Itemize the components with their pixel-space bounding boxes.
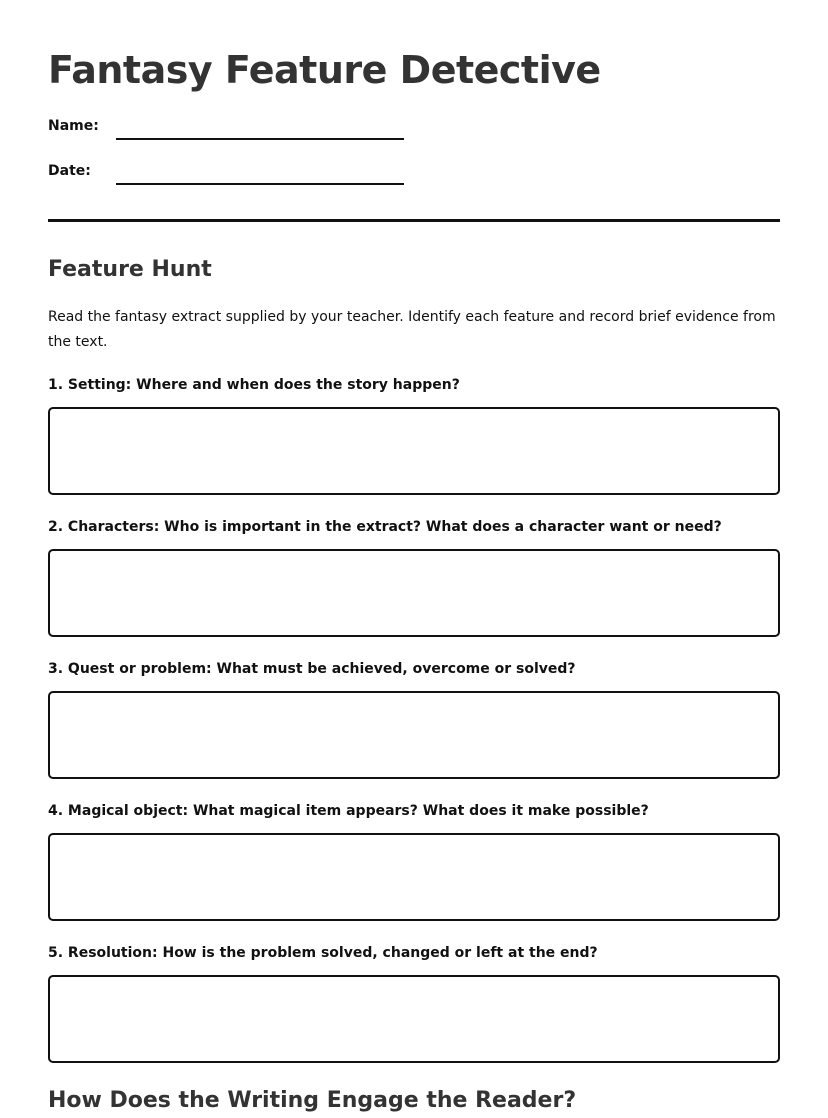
section-heading-engage-reader: How Does the Writing Engage the Reader?	[48, 1088, 577, 1113]
name-label: Name:	[48, 118, 99, 134]
question-label-magical-object: 4. Magical object: What magical item appears? What does it make possible?	[48, 803, 649, 819]
question-label-quest: 3. Quest or problem: What must be achieved, overcome or solved?	[48, 661, 576, 677]
date-label: Date:	[48, 163, 91, 179]
name-field[interactable]	[116, 138, 404, 140]
header-divider	[48, 219, 780, 222]
answer-box-resolution[interactable]	[48, 975, 780, 1063]
answer-box-quest[interactable]	[48, 691, 780, 779]
question-label-resolution: 5. Resolution: How is the problem solved, changed or left at the end?	[48, 945, 598, 961]
section-heading-feature-hunt: Feature Hunt	[48, 257, 212, 282]
question-label-setting: 1. Setting: Where and when does the story happen?	[48, 377, 460, 393]
instructions-text: Read the fantasy extract supplied by your teacher. Identify each feature and record brief evidence from the text.	[48, 309, 776, 350]
date-field[interactable]	[116, 183, 404, 185]
question-label-characters: 2. Characters: Who is important in the extract? What does a character want or need?	[48, 519, 722, 535]
answer-box-setting[interactable]	[48, 407, 780, 495]
answer-box-magical-object[interactable]	[48, 833, 780, 921]
page-title: Fantasy Feature Detective	[48, 48, 601, 92]
answer-box-characters[interactable]	[48, 549, 780, 637]
